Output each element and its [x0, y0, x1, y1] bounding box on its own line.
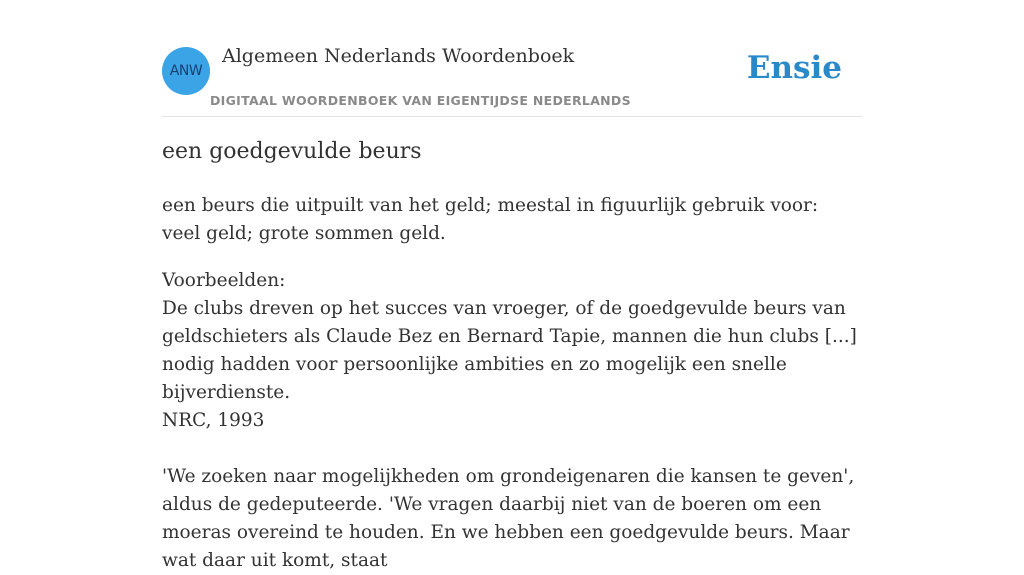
entry-definition: een beurs die uitpuilt van het geld; meestal in figuurlijk gebruik voor: veel geld; grote sommen geld. — [162, 195, 819, 244]
example-text: 'We zoeken naar mogelijkheden om grondeigenaren die kansen te geven', aldus de gedeputeerde. 'We vragen daarbij niet van de boeren om een moeras overeind te houden. En we hebben een goedgevulde beurs. Maar wat daar uit komt, staat — [162, 466, 855, 571]
ensie-brand-link[interactable]: Ensie — [746, 50, 842, 86]
entry-term: een goedgevulde beurs — [162, 139, 422, 164]
anw-logo[interactable]: ANW — [162, 47, 210, 95]
example-item — [162, 463, 862, 575]
site-title[interactable]: Algemeen Nederlands Woordenboek — [222, 45, 575, 67]
example-text: De clubs dreven op het succes van vroeger, of de goedgevulde beurs van geldschieters als Claude Bez en Bernard Tapie, mannen die hun clubs [...] nodig hadden voor persoonlijke ambities en zo mogelijk een snelle bijverdienste. — [162, 298, 857, 403]
examples-section — [162, 267, 862, 575]
site-subtitle: DIGITAAL WOORDENBOEK VAN EIGENTIJDSE NEDERLANDS — [210, 93, 631, 108]
site-header — [162, 0, 862, 117]
example-item — [162, 295, 862, 435]
examples-heading: Voorbeelden: — [162, 270, 286, 291]
example-source: NRC, 1993 — [162, 410, 265, 431]
